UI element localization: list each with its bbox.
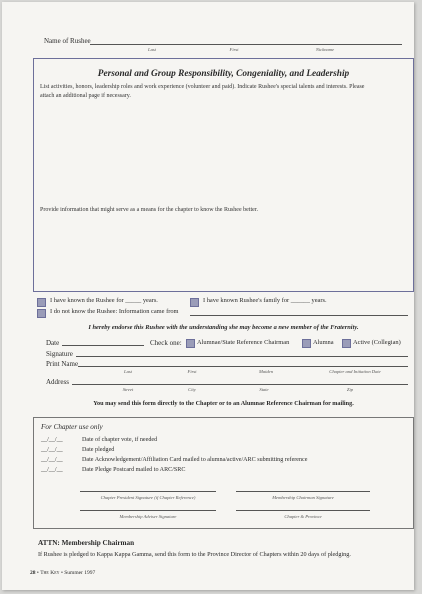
issue-date: Summer 1997 [64, 570, 96, 576]
signature-field[interactable] [76, 356, 408, 357]
option-arc-label: Alumnae/State Reference Chairman [197, 339, 290, 346]
ack-date-label: Date Acknowledgement/Affiliation Card mailed to alumna/active/ARC submitting reference [82, 457, 308, 463]
president-signature-field[interactable] [80, 491, 216, 492]
print-name-field[interactable] [78, 366, 408, 367]
info-source-field[interactable] [190, 315, 408, 316]
form-page [2, 2, 414, 590]
check-one-label: Check one: [150, 339, 182, 347]
attn-text: If Rushee is pledged to Kappa Kappa Gamma, send this form to the Province Director of Chapters within 20 days of pledging. [38, 551, 351, 558]
address-sub-street: Street [122, 387, 134, 392]
address-label: Address [46, 378, 69, 386]
name-label: Name of Rushee [44, 37, 91, 45]
membership-chair-signature-field[interactable] [236, 491, 370, 492]
endorse-statement: I hereby endorse this Rushee with the understanding she may become a new member of the Fraternity. [88, 324, 359, 331]
vote-date-label: Date of chapter vote, if needed [82, 437, 158, 443]
option-active-label: Active (Collegian) [353, 339, 401, 346]
activities-answer-area[interactable] [38, 103, 408, 203]
not-known-text: I do not know the Rushee: Information came from [50, 308, 179, 315]
attn-title: ATTN: Membership Chairman [38, 539, 135, 547]
chapter-province-field[interactable] [236, 510, 370, 511]
name-sub-first: First [229, 47, 239, 52]
date-label: Date [46, 339, 60, 347]
publication-name: The Key [40, 570, 60, 576]
postcard-date-label: Date Pledge Postcard mailed to ARC/SRC [82, 467, 186, 473]
option-alumna-checkbox[interactable] [302, 339, 311, 348]
president-signature-label: Chapter President Signature (if Chapter Reference) [100, 495, 196, 500]
chapter-use-section [33, 417, 414, 529]
option-active-checkbox[interactable] [342, 339, 351, 348]
not-known-checkbox[interactable] [37, 309, 46, 318]
page-number: 28 [30, 570, 36, 576]
signature-label: Signature [46, 350, 73, 358]
provide-info-answer-area[interactable] [38, 219, 408, 285]
pledged-date-label: Date pledged [82, 447, 115, 453]
vote-date-blank[interactable]: __/__/__ [41, 437, 63, 443]
ack-date-blank[interactable]: __/__/__ [41, 457, 63, 463]
known-family-text: I have known Rushee's family for ______ years. [203, 297, 327, 304]
address-field[interactable] [72, 384, 408, 385]
responsibility-section [33, 58, 414, 292]
print-sub-last: Last [124, 369, 132, 374]
name-sub-nickname: Nickname [315, 47, 335, 52]
mail-note: You may send this form directly to the Chapter or to an Alumnae Reference Chairman for mailing. [93, 400, 354, 407]
date-field[interactable] [62, 345, 144, 346]
option-arc-checkbox[interactable] [186, 339, 195, 348]
print-sub-first: First [187, 369, 197, 374]
option-alumna-label: Alumna [313, 339, 334, 346]
postcard-date-blank[interactable]: __/__/__ [41, 467, 63, 473]
address-sub-zip: Zip [346, 387, 354, 392]
known-rushee-text: I have known the Rushee for _____ years. [50, 297, 158, 304]
name-sub-last: Last [148, 47, 156, 52]
activities-instructions: List activities, honors, leadership roles and work experience (volunteer and paid). Indicate Rushee's special talents and interests. Please attach an additional page if necessary. [40, 84, 365, 99]
print-sub-chapter: Chapter and Initiation Date [329, 369, 381, 374]
chapter-province-label: Chapter & Province [284, 514, 322, 519]
chapter-use-title: For Chapter use only [41, 423, 103, 431]
adviser-signature-label: Membership Adviser Signature [119, 514, 177, 519]
known-rushee-checkbox[interactable] [37, 298, 46, 307]
adviser-signature-field[interactable] [80, 510, 216, 511]
address-sub-city: City [188, 387, 196, 392]
provide-info-label: Provide information that might serve as a means for the chapter to know the Rushee better. [40, 207, 258, 213]
section-title: Personal and Group Responsibility, Congeniality, and Leadership [97, 69, 350, 79]
print-name-label: Print Name [46, 360, 79, 368]
known-family-checkbox[interactable] [190, 298, 199, 307]
name-field[interactable] [90, 44, 402, 45]
address-sub-state: State [259, 387, 269, 392]
membership-chair-signature-label: Membership Chairman Signature [272, 495, 334, 500]
print-sub-maiden: Maiden [258, 369, 274, 374]
pledged-date-blank[interactable]: __/__/__ [41, 447, 63, 453]
page-footer: 28 • The Key • Summer 1997 [30, 570, 96, 576]
